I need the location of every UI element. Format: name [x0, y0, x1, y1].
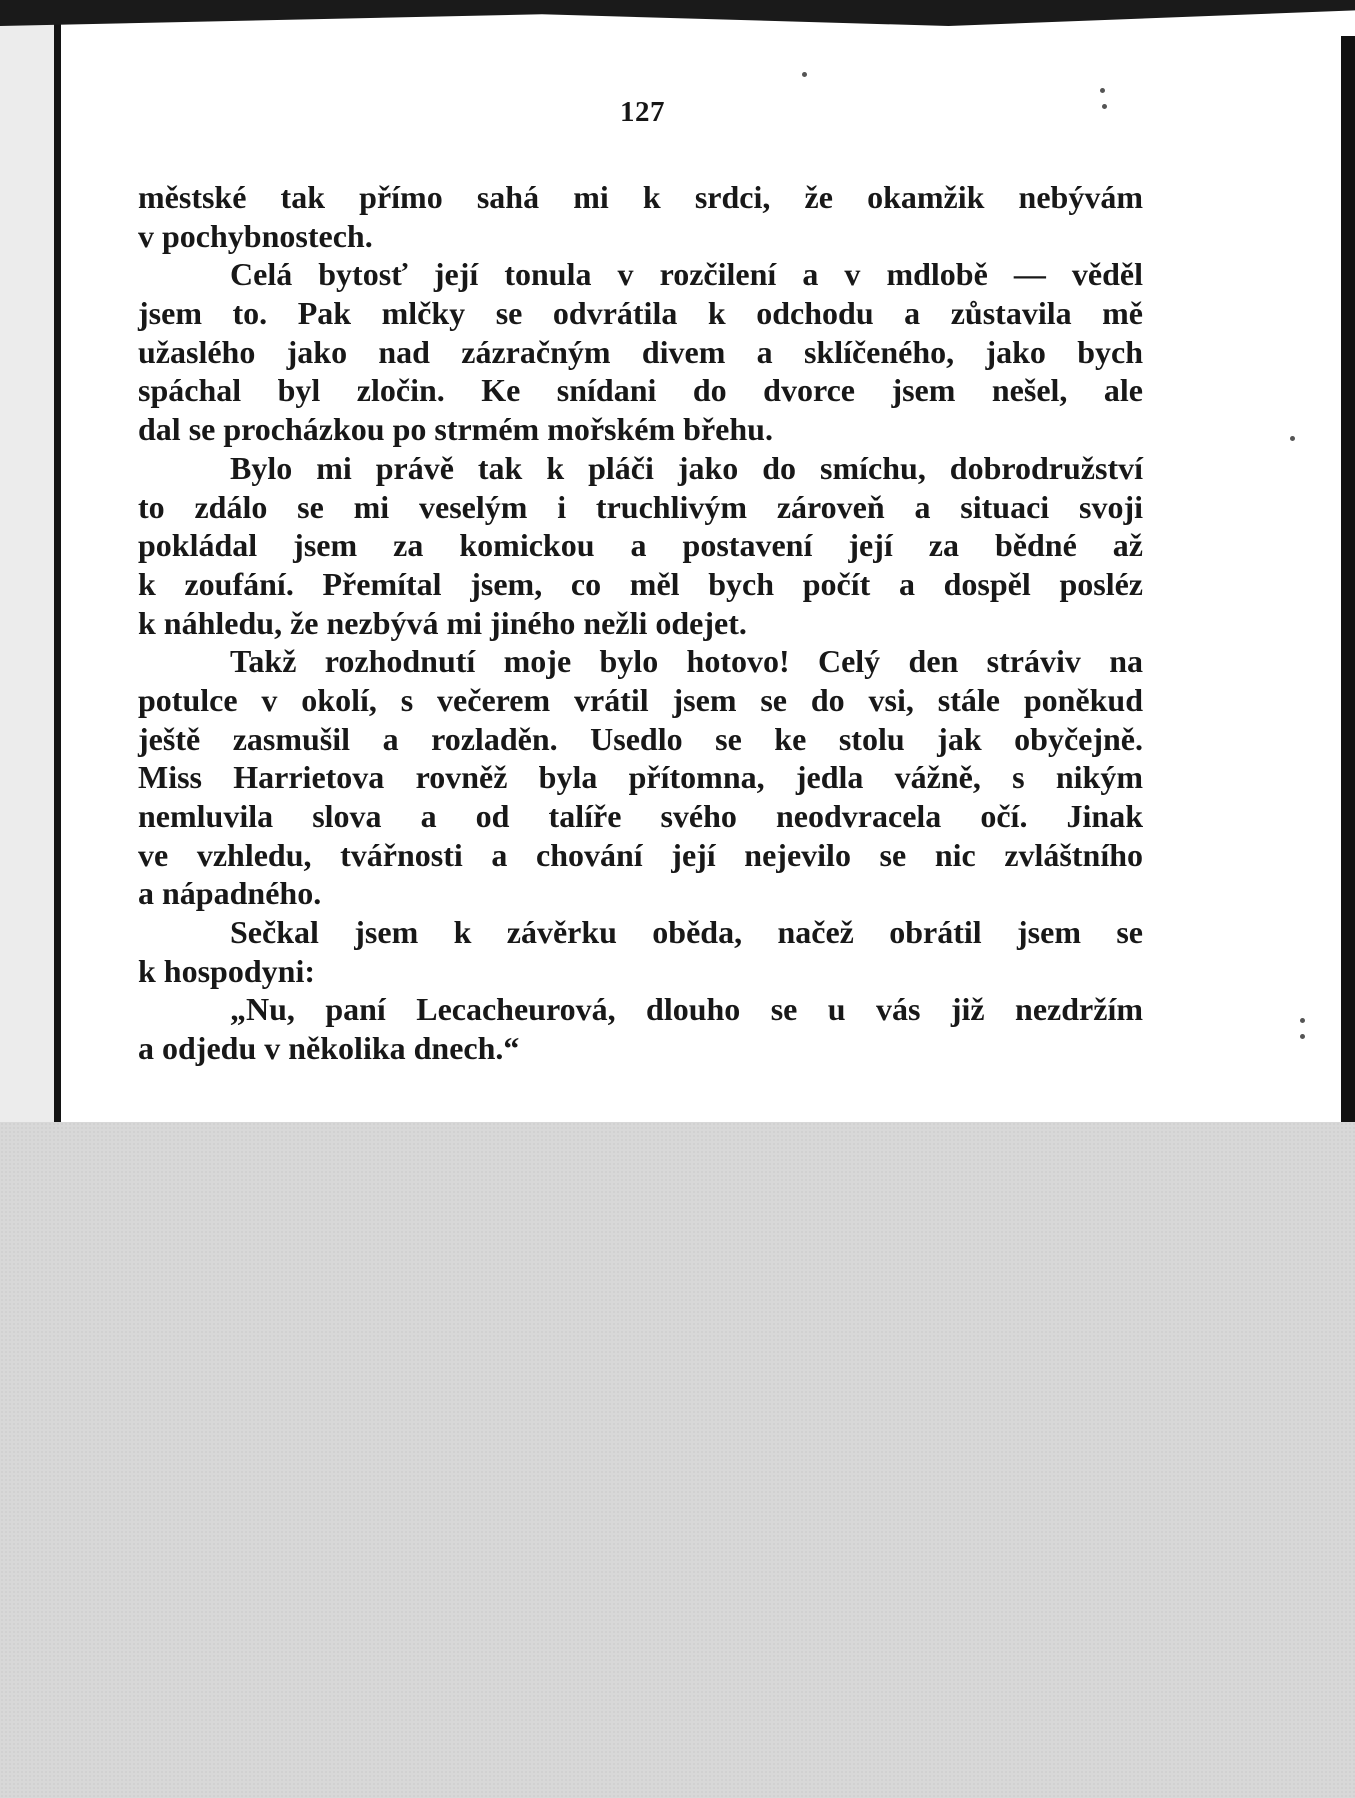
empty-canvas-area	[0, 1122, 1355, 1798]
text-line: to zdálo se mi veselým i truchlivým zároveň a situaci svoji	[138, 488, 1143, 525]
text-line: k náhledu, že nezbývá mi jiného nežli odejet.	[138, 604, 747, 641]
text-line: spáchal byl zločin. Ke snídani do dvorce jsem nešel, ale	[138, 372, 1143, 409]
text-line: dal se procházkou po strmém mořském břehu.	[138, 411, 773, 448]
text-line: v pochybnostech.	[138, 217, 373, 254]
text-line: a odjedu v několika dnech.“	[138, 1030, 520, 1067]
text-line: k hospodyni:	[138, 952, 315, 989]
text-line: pokládal jsem za komickou a postavení její za bědné až	[138, 527, 1143, 564]
text-line: Bylo mi právě tak k pláči jako do smíchu, dobrodružství	[230, 449, 1143, 486]
text-line: ještě zasmušil a rozladěn. Usedlo se ke stolu jak obyčejně.	[138, 720, 1143, 757]
text-line: užaslého jako nad zázračným divem a sklíčeného, jako bych	[138, 333, 1143, 370]
scan-speck	[1102, 104, 1107, 109]
page-left-edge-shadow	[54, 0, 61, 1122]
text-line: potulce v okolí, s večerem vrátil jsem se do vsi, stále poněkud	[138, 681, 1143, 718]
page-top-edge-shadow	[0, 0, 1355, 26]
scan-speck	[1300, 1034, 1305, 1039]
page-number: 127	[620, 96, 665, 128]
scan-speck	[1100, 88, 1105, 93]
text-line: Sečkal jsem k závěrku oběda, načež obrátil jsem se	[230, 914, 1143, 951]
text-line: Miss Harrietova rovněž byla přítomna, jedla vážně, s nikým	[138, 759, 1143, 796]
page-right-edge-shadow	[1341, 36, 1355, 1122]
text-line: Celá bytosť její tonula v rozčilení a v mdlobě — věděl	[230, 256, 1143, 293]
text-line: městské tak přímo sahá mi k srdci, že okamžik nebývám	[138, 179, 1143, 215]
text-line: „Nu, paní Lecacheurová, dlouho se u vás již nezdržím	[230, 991, 1143, 1028]
scan-speck	[802, 72, 807, 77]
text-line: nemluvila slova a od talíře svého neodvracela očí. Jinak	[138, 798, 1143, 834]
body-text	[138, 178, 1143, 1068]
scan-speck	[1300, 1018, 1305, 1023]
scan-speck	[1290, 436, 1295, 441]
left-margin	[0, 0, 54, 1122]
text-line: ve vzhledu, tvářnosti a chování její nejevilo se nic zvláštního	[138, 836, 1143, 873]
text-line: k zoufání. Přemítal jsem, co měl bych počít a dospěl posléz	[138, 565, 1143, 602]
text-line: a nápadného.	[138, 875, 322, 912]
text-line: Takž rozhodnutí moje bylo hotovo! Celý den stráviv na	[230, 643, 1143, 680]
text-line: jsem to. Pak mlčky se odvrátila k odchodu a zůstavila mě	[138, 295, 1143, 332]
